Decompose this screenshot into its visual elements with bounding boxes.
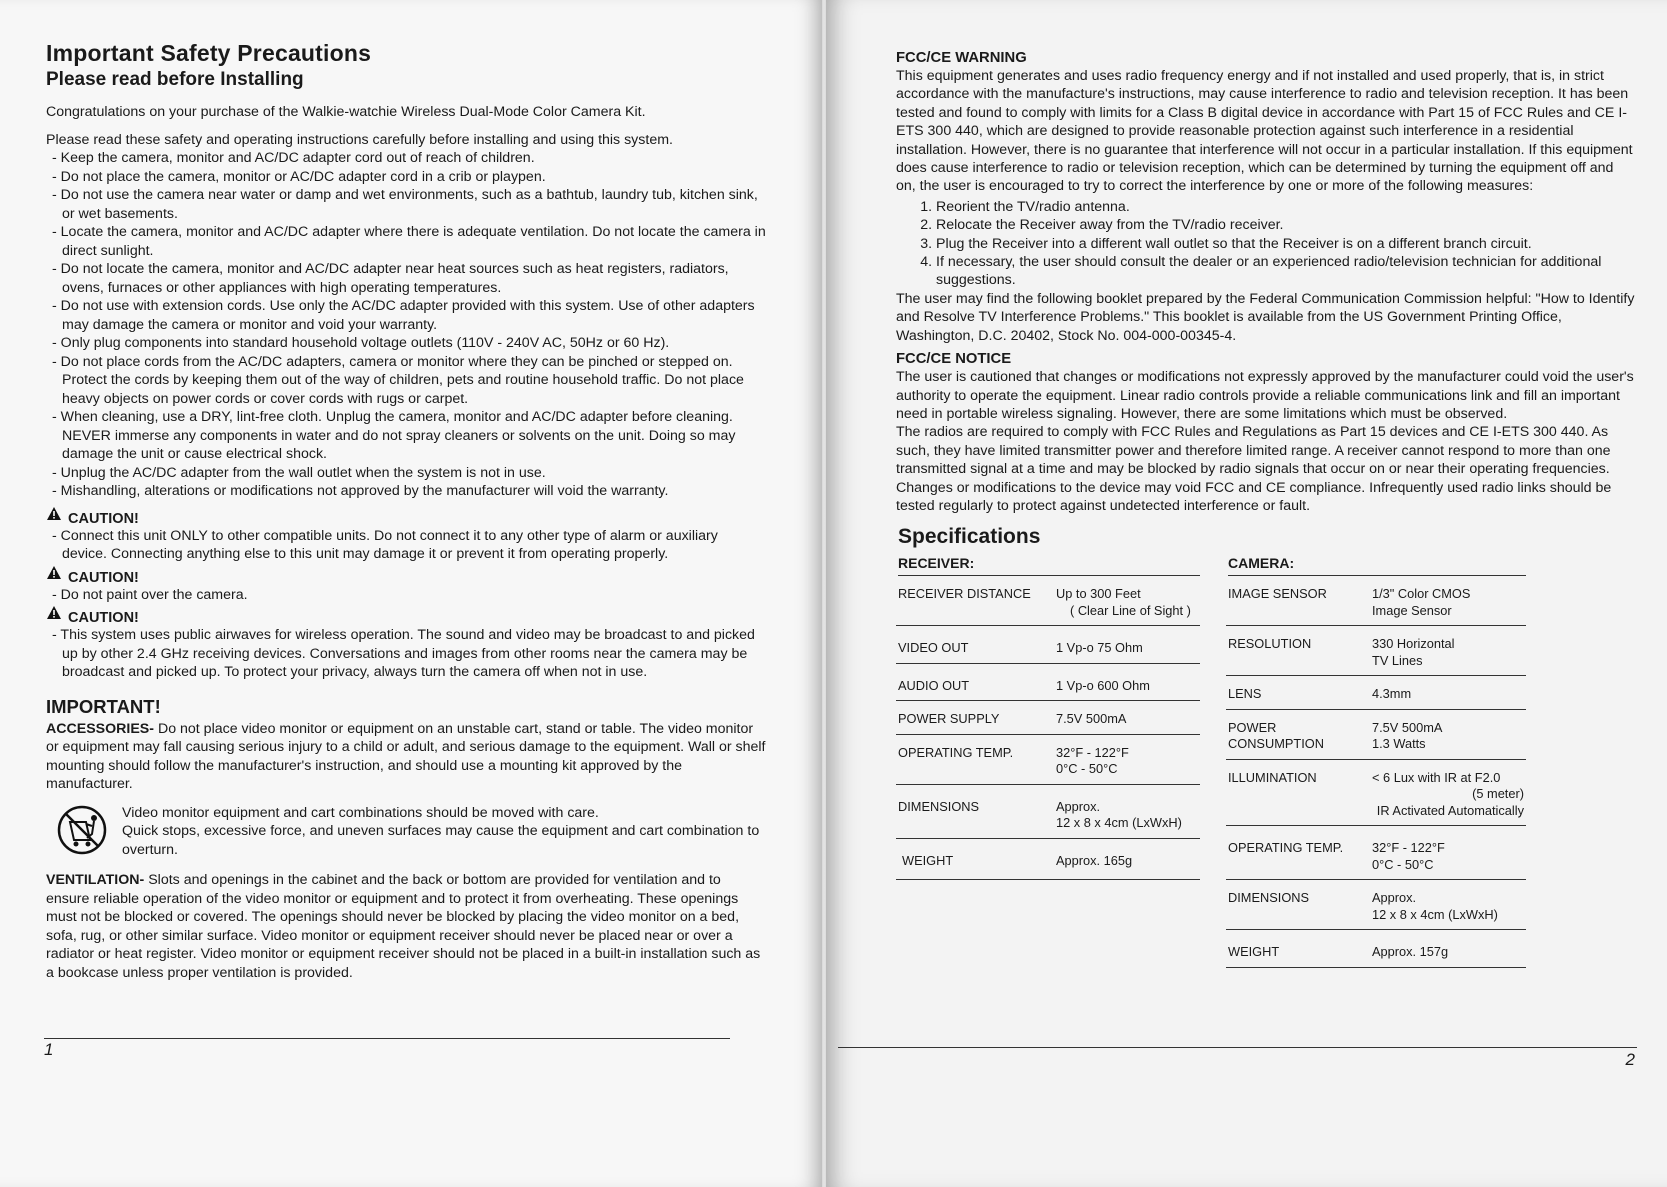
spec-value <box>1054 784 1200 838</box>
warning-triangle-icon <box>46 605 62 620</box>
spec-value-line: 7.5V 500mA <box>1056 711 1127 727</box>
page-subtitle: Please read before Installing <box>46 69 304 90</box>
spec-value-line: 4.3mm <box>1372 686 1412 702</box>
list-item: 1. Reorient the TV/radio antenna. <box>936 198 1637 216</box>
measures-list <box>896 198 1637 290</box>
list-item: - Locate the camera, monitor and AC/DC adapter where there is adequate ventilation. Do not locate the camera in direct sunlight. <box>46 223 766 260</box>
spec-value <box>1370 826 1526 880</box>
spec-value <box>1370 626 1526 676</box>
spec-value <box>1370 930 1526 968</box>
page-title: Important Safety Precautions <box>46 40 372 66</box>
spec-value-line: TV Lines <box>1372 652 1423 668</box>
footer-divider <box>44 1038 730 1039</box>
spec-value-line: 7.5V 500mA <box>1372 719 1443 735</box>
intro-congratulations: Congratulations on your purchase of the Walkie-watchie Wireless Dual-Mode Color Camera Kit. <box>46 104 646 120</box>
accessories-paragraph <box>46 720 766 794</box>
list-item: - When cleaning, use a DRY, lint-free cloth. Unplug the camera, monitor and AC/DC adapter before cleaning. NEVER immerse any components in water and do not spray cleaners or solvents on the unit. Doing so may damage the unit or cause electrical shock. <box>46 408 766 464</box>
spec-value-line: 12 x 8 x 4cm (LxWxH) <box>1056 815 1182 831</box>
table-row <box>1226 759 1526 826</box>
table-row <box>1226 880 1526 930</box>
ventilation-paragraph <box>46 871 766 982</box>
spec-value-line: 0°C - 50°C <box>1056 761 1118 777</box>
spec-value <box>1054 734 1200 784</box>
accessories-label: ACCESSORIES- <box>46 720 154 737</box>
spec-key: VIDEO OUT <box>896 626 1054 664</box>
spec-key: AUDIO OUT <box>896 663 1054 701</box>
spec-value-line: 1 Vp-o 600 Ohm <box>1056 677 1150 693</box>
spec-value <box>1370 676 1526 710</box>
spec-key: OPERATING TEMP. <box>896 734 1054 784</box>
caution-heading <box>46 610 766 626</box>
page-2 <box>826 0 1667 1187</box>
spec-key: ILLUMINATION <box>1226 759 1370 826</box>
list-item: - Do not use with extension cords. Use only the AC/DC adapter provided with this system. Use of other adapters may damage the camera or monitor and void your warranty. <box>46 297 766 334</box>
cart-tip-over-icon <box>56 804 112 856</box>
ventilation-text: Slots and openings in the cabinet and the back or bottom are provided for ventilation and to ensure reliable operation of the video monitor or equipment and to protect it from overheating. These openings must not be blocked or covered. The openings should never be blocked by placing the video monitor on a bed, sofa, rug, or other similar surface. Video monitor or equipment receiver should never be placed near or over a radiator or heat register. Video monitor or equipment receiver should not be placed in a built-in installation such as a bookcase unless proper ventilation is provided. <box>46 872 761 981</box>
spec-value <box>1054 576 1200 626</box>
caution-text: - This system uses public airwaves for wireless operation. The sound and video may be broadcast to and picked up by other 2.4 GHz receiving devices. Conversations and images from other rooms near the camera may be broadcast and picked up. To protect your privacy, always turn the camera off when not in use. <box>46 626 766 682</box>
fcc-notice-text: The user is cautioned that changes or modifications not expressly approved by the manufacturer could void the user's authority to operate the equipment. Linear radio controls provide a reliable communications link and fill an important need in portable wireless signaling. However, there are some limitations which must be observed. <box>896 369 1634 422</box>
caution-heading <box>46 570 766 586</box>
spec-value-line: Approx. 157g <box>1372 944 1449 960</box>
ventilation-label: VENTILATION- <box>46 872 145 888</box>
spec-value-line: 32°F - 122°F <box>1372 840 1445 856</box>
spec-value-line: Image Sensor <box>1372 602 1452 618</box>
warning-triangle-icon <box>46 506 62 521</box>
booklet-text: The user may find the following booklet prepared by the Federal Communication Commission helpful: "How to Identify and Resolve TV Interference Problems." This booklet is available from the US Government Printing Office, Washington, D.C. 20402, Stock No. 004-000-00345-4. <box>896 290 1635 344</box>
caution-text: - Do not paint over the camera. <box>46 586 766 605</box>
table-row <box>1226 826 1526 880</box>
spec-value-line: Approx. <box>1372 890 1417 906</box>
specifications <box>896 555 1637 968</box>
list-item: - Do not use the camera near water or damp and wet environments, such as a bathtub, laundry tub, kitchen sink, or wet basements. <box>46 186 766 223</box>
table-row <box>1226 626 1526 676</box>
spec-key: IMAGE SENSOR <box>1226 576 1370 626</box>
spec-value <box>1054 701 1200 735</box>
caution-label: CAUTION! <box>68 569 139 586</box>
list-item: - Keep the camera, monitor and AC/DC adapter cord out of reach of children. <box>46 149 766 168</box>
cart-warning-text <box>122 804 766 860</box>
spec-value <box>1054 838 1200 880</box>
page-number: 1 <box>44 1040 54 1059</box>
spec-value-line: Approx. 165g <box>1056 852 1133 868</box>
camera-table <box>1226 576 1526 968</box>
fcc-notice-heading: FCC/CE NOTICE <box>896 351 1012 368</box>
list-item: 4. If necessary, the user should consult the dealer or an experienced radio/television technician for additional suggestions. <box>936 253 1637 290</box>
spec-value-line: 32°F - 122°F <box>1056 744 1129 760</box>
list-item: 2. Relocate the Receiver away from the TV/radio receiver. <box>936 216 1637 234</box>
spec-value <box>1370 880 1526 930</box>
spec-key: DIMENSIONS <box>896 784 1054 838</box>
spec-key: RESOLUTION <box>1226 626 1370 676</box>
table-row <box>1226 676 1526 710</box>
list-item: - Unplug the AC/DC adapter from the wall outlet when the system is not in use. <box>46 464 766 483</box>
table-row <box>896 626 1200 664</box>
spec-value <box>1054 626 1200 664</box>
list-item: - Do not locate the camera, monitor and AC/DC adapter near heat sources such as heat registers, radiators, ovens, furnaces or other appliances with high operating temperatures. <box>46 260 766 297</box>
camera-specs <box>1226 555 1526 968</box>
specifications-heading: Specifications <box>898 525 1041 549</box>
spec-value-line: (5 meter) <box>1472 786 1524 802</box>
spec-value-line: 1.3 Watts <box>1372 736 1426 752</box>
table-row <box>896 576 1200 626</box>
table-row <box>896 701 1200 735</box>
caution-list <box>46 626 766 682</box>
cart-warning <box>56 804 766 860</box>
spec-key: POWER CONSUMPTION <box>1226 709 1370 759</box>
receiver-table <box>896 576 1200 880</box>
spec-value-line: Approx. <box>1056 798 1101 814</box>
page-1 <box>0 0 822 1187</box>
list-item: - Do not place the camera, monitor or AC/DC adapter cord in a crib or playpen. <box>46 168 766 187</box>
fcc-warning-heading: FCC/CE WARNING <box>896 50 1027 66</box>
spec-value-line: 0°C - 50°C <box>1372 856 1434 872</box>
spec-value-line: ( Clear Line of Sight ) <box>1070 602 1191 618</box>
spec-value <box>1054 663 1200 701</box>
table-row <box>1226 930 1526 968</box>
table-row <box>896 784 1200 838</box>
list-item: - Do not place cords from the AC/DC adapters, camera or monitor where they can be pinched or stepped on. Protect the cords by keeping them out of the way of children, pets and routine household traffic. Do not place heavy objects on power cords or cover cords with rugs or carpet. <box>46 353 766 409</box>
spec-value <box>1370 576 1526 626</box>
spec-value-line: Up to 300 Feet <box>1056 586 1141 602</box>
receiver-specs <box>896 555 1200 968</box>
table-row <box>1226 709 1526 759</box>
spec-key: OPERATING TEMP. <box>1226 826 1370 880</box>
receiver-heading: RECEIVER: <box>898 555 1200 576</box>
spec-key: WEIGHT <box>896 838 1054 880</box>
fcc-notice-text: The radios are required to comply with FCC Rules and Regulations as Part 15 devices and CE I-ETS 300 440. As such, they have limited transmitter power and therefore limited range. A receiver cannot respond to more than one transmitted signal at a time and may be blocked by radio signals that occur on or near their operating frequencies. Changes or modifications to the device may void FCC and CE compliance. Infrequently used radio links should be tested regularly to protect against undetected interference or fault. <box>896 424 1612 514</box>
spec-key: LENS <box>1226 676 1370 710</box>
caution-list <box>46 527 766 564</box>
spec-value-line: 12 x 8 x 4cm (LxWxH) <box>1372 906 1498 922</box>
list-item: 3. Plug the Receiver into a different wall outlet so that the Receiver is on a different branch circuit. <box>936 235 1637 253</box>
spec-value <box>1370 709 1526 759</box>
page-number: 2 <box>1625 1050 1635 1069</box>
table-row <box>1226 576 1526 626</box>
accessories-text: Do not place video monitor or equipment on an unstable cart, stand or table. The video monitor or equipment may fall causing serious injury to a child or adult, and serious damage to the equipment. Wall or shelf mounting should follow the manufacturer's instruction, and should use a mounting kit approved by the manufacturer. <box>46 720 766 792</box>
spec-value-line: IR Activated Automatically <box>1376 802 1524 818</box>
list-item: - Mishandling, alterations or modifications not approved by the manufacturer will void the warranty. <box>46 482 766 501</box>
spec-key: WEIGHT <box>1226 930 1370 968</box>
cart-warning-line: Video monitor equipment and cart combinations should be moved with care. <box>122 804 599 821</box>
spec-key: RECEIVER DISTANCE <box>896 576 1054 626</box>
caution-heading <box>46 511 766 527</box>
table-row <box>896 734 1200 784</box>
fcc-warning-text: This equipment generates and uses radio frequency energy and if not installed and used properly, that is, in strict accordance with the manufacture's instructions, may cause interference to radio and television reception. It has been tested and found to comply with limits for a Class B digital device in accordance with Part 15 of FCC Rules and CE I-ETS 300 440, which are designed to provide reasonable protection against such interference in a residential installation. However, there is no guarantee that interference will not occur in a particular installation. If this equipment does cause interference to radio or television reception, which can be determined by turning the equipment off and on, the user is encouraged to try to correct the interference by one or more of the following measures: <box>896 68 1633 195</box>
camera-heading: CAMERA: <box>1228 555 1526 576</box>
footer-divider <box>838 1047 1637 1048</box>
spec-key: POWER SUPPLY <box>896 701 1054 735</box>
caution-list <box>46 586 766 605</box>
spec-value-line: 330 Horizontal <box>1372 636 1455 652</box>
spec-value-line: < 6 Lux with IR at F2.0 <box>1372 769 1501 785</box>
important-heading: IMPORTANT! <box>46 695 161 717</box>
spec-key: DIMENSIONS <box>1226 880 1370 930</box>
table-row <box>896 663 1200 701</box>
caution-text: - Connect this unit ONLY to other compatible units. Do not connect it to any other type of alarm or auxiliary device. Connecting anything else to this unit may damage it or prevent it from operating properly. <box>46 527 766 564</box>
cart-warning-line: Quick stops, excessive force, and uneven surfaces may cause the equipment and cart combination to overturn. <box>122 823 760 858</box>
caution-label: CAUTION! <box>68 510 139 527</box>
spec-value-line: 1/3" Color CMOS <box>1372 586 1471 602</box>
caution-label: CAUTION! <box>68 610 139 626</box>
list-item: - Only plug components into standard household voltage outlets (110V - 240V AC, 50Hz or 60 Hz). <box>46 334 766 353</box>
table-row <box>896 838 1200 880</box>
spec-value-line: 1 Vp-o 75 Ohm <box>1056 640 1143 656</box>
warning-triangle-icon <box>46 565 62 580</box>
safety-list <box>46 149 766 501</box>
intro-read-instructions: Please read these safety and operating instructions carefully before installing and using this system. <box>46 131 673 148</box>
spec-value <box>1370 759 1526 826</box>
